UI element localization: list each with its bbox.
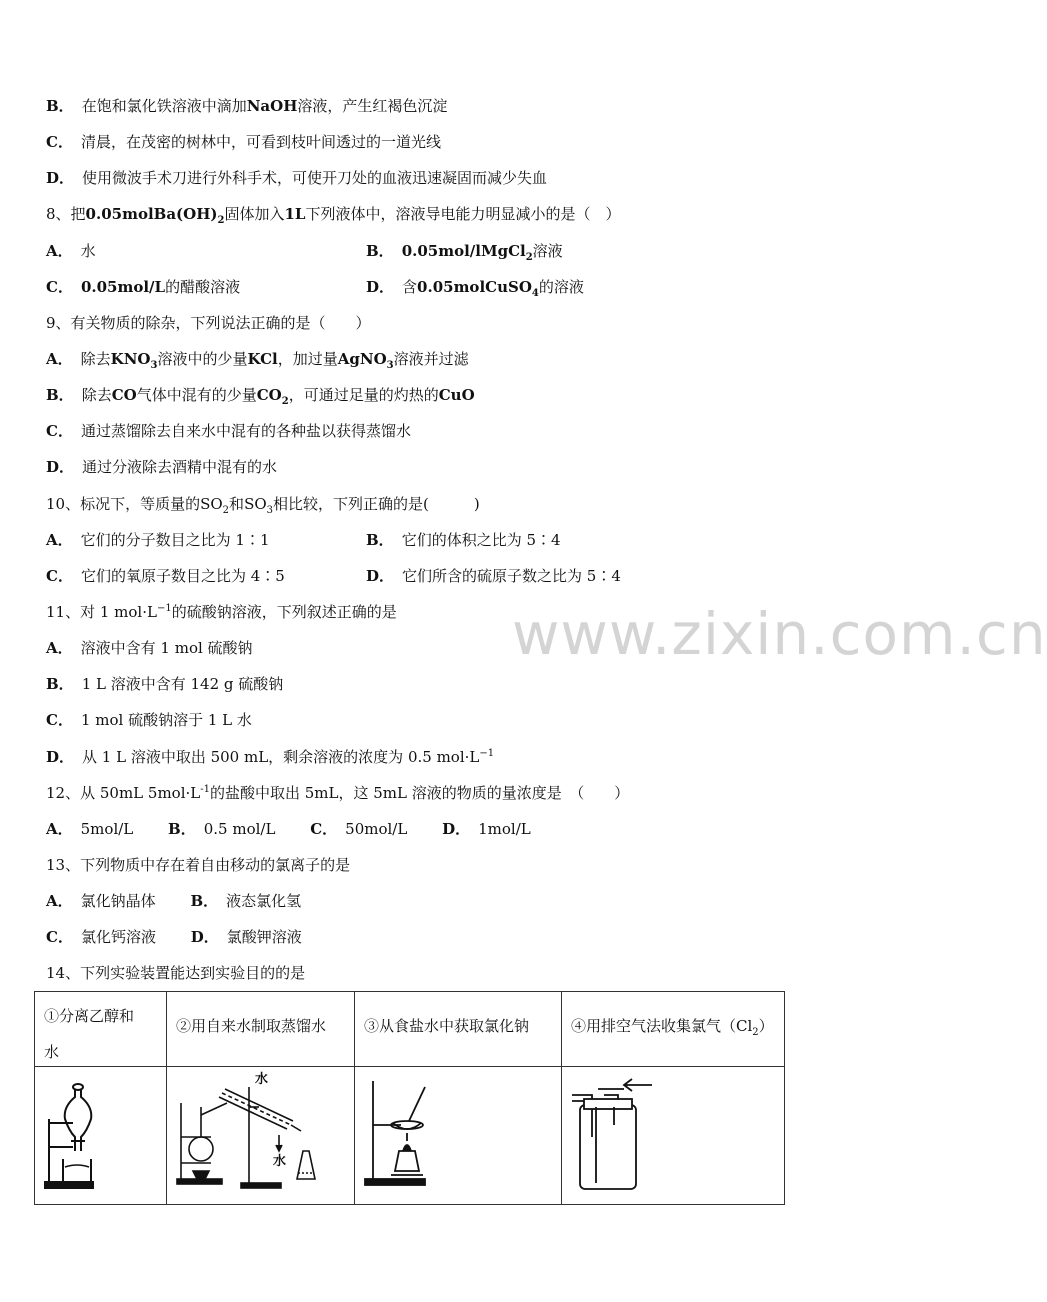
q14-cell-4: ④用排空气法收集氯气$(Cl_2)$ [562,992,785,1067]
q13-option-d-label: D． [190,928,219,946]
q13-stem: 13、下列物质中存在着自由移动的氯离子的是 [46,856,351,874]
watermark: www.zixin.com.cn [512,600,1047,668]
evaporation-figure [355,1067,562,1205]
q9-option-c: C． 通过蒸馏除去自来水中混有的各种盐以获得蒸馏水 [46,422,411,440]
q12-options [46,819,531,839]
q9-option-a: A． 除去$KNO_3$溶液中的少量KCl，加过量AgNO$_3$溶液并过滤 [46,350,469,371]
q10-stem: 10、标况下，等质量的$SO_2$和$SO_3$相比较，下列正确的是( ) [46,495,480,516]
q12-option-d-label: D． [442,820,471,838]
q8-stem: 8、把$0.05molBa(OH)_2$固体加入1L下列液体中，溶液导电能力明显减小的是（ ） [46,205,621,226]
distillation-apparatus-icon [167,1067,354,1200]
q11-option-c: C． 1 mol 硫酸钠溶于 1 L 水 [46,711,252,729]
q13-option-d: 氯酸钾溶液 [226,928,302,946]
q11-option-d: D． 从 1 L 溶液中取出 500 mL，剩余溶液的浓度为 0.5 $mol\cdot L^{-1}$ [46,748,495,766]
q12-option-a-label: A． [46,820,73,838]
q8-option-b: B． 0.05mol/lMgCl$_2$溶液 [366,242,563,263]
distillation-figure [167,1067,355,1205]
q12-option-a: 5mol/L [80,820,134,838]
water-out-label: 水 [273,1153,287,1168]
q11-option-b: B． 1 L 溶液中含有 142 g 硫酸钠 [46,675,284,693]
q13-option-a: 氯化钠晶体 [80,892,156,910]
q8-option-a: A． 水 [46,242,96,260]
q12-option-b-label: B． [168,820,196,838]
q10-option-d: D． 它们所含的硫原子数之比为 5∶4 [366,567,621,585]
gas-bottle-figure [562,1067,785,1205]
q10-option-c: C． 它们的氧原子数目之比为 4∶5 [46,567,285,585]
q7-option-d: D． 使用微波手术刀进行外科手术，可使开刀处的血液迅速凝固而减少失血 [46,169,548,187]
q11-stem: 11、对 1 $mol\cdot L^{-1}$的硫酸钠溶液，下列叙述正确的是 [46,603,397,621]
q13-option-b: 液态氯化氢 [226,892,302,910]
q13-option-c-label: C． [46,928,73,946]
q13-options-ab [46,891,301,911]
q14-apparatus-table [34,991,785,1205]
q12-option-c-label: C． [310,820,338,838]
q9-option-d: D． 通过分液除去酒精中混有的水 [46,458,278,476]
evaporating-dish-icon [355,1067,561,1200]
q14-cell-3: ③从食盐水中获取氯化钠 [355,992,562,1067]
q14-stem: 14、下列实验装置能达到实验目的的是 [46,964,306,982]
water-in-label: 水 [255,1071,269,1086]
q12-option-d: 1mol/L [478,820,531,838]
q13-options-cd [46,927,302,947]
q14-cell-2: ②用自来水制取蒸馏水 [167,992,355,1067]
q12-option-b: 0.5 mol/L [203,820,276,838]
q12-option-c: 50mol/L [345,820,408,838]
q10-option-a: A． 它们的分子数目之比为 1∶1 [46,531,270,549]
q12-stem: 12、从 50mL $5mol\cdot L^{-1}$的盐酸中取出 5mL，这 5mL 溶液的物质的量浓度是 （ ） [46,784,630,802]
q7-option-c: C． 清晨，在茂密的树林中，可看到枝叶间透过的一道光线 [46,133,441,151]
q7-option-b: B． 在饱和氯化铁溶液中滴加NaOH溶液，产生红褐色沉淀 [46,97,448,115]
q13-option-a-label: A． [46,892,73,910]
separatory-funnel-figure [35,1067,167,1205]
q8-option-d: D． 含0.05molCuSO$_4$的溶液 [366,278,584,299]
q10-option-b: B． 它们的体积之比为 5∶4 [366,531,561,549]
q13-option-c: 氯化钙溶液 [80,928,156,946]
q9-stem: 9、有关物质的除杂，下列说法正确的是（ ） [46,314,371,332]
gas-collecting-bottle-icon [562,1067,784,1200]
q9-option-b: B． 除去CO气体中混有的少量$CO_2$，可通过足量的灼热的CuO [46,386,475,407]
q14-cell-1: ①分离乙醇和 水 [35,992,167,1067]
q8-option-c: C． 0.05mol/L的醋酸溶液 [46,278,241,296]
separatory-funnel-icon [35,1067,166,1200]
q13-option-b-label: B． [190,892,219,910]
q11-option-a: A． 溶液中含有 1 mol 硫酸钠 [46,639,253,657]
